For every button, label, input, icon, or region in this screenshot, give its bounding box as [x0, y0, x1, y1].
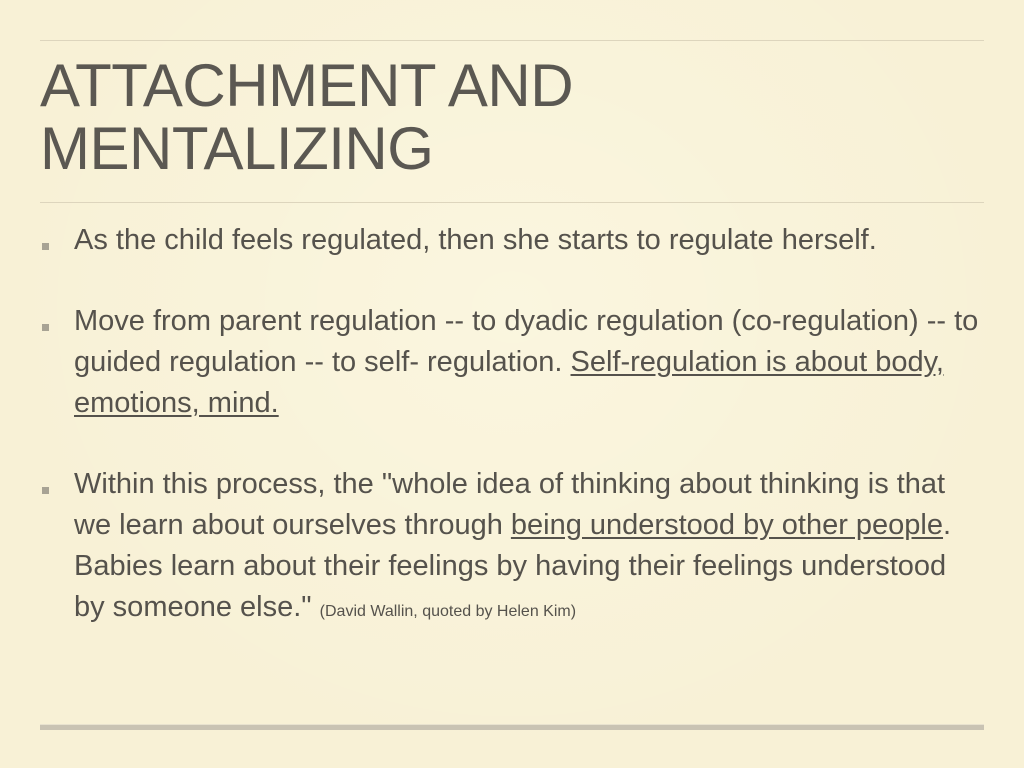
bullet-square-icon — [42, 243, 49, 250]
bullet-square-icon — [42, 324, 49, 331]
bullet-list — [40, 220, 984, 668]
citation: (David Wallin, quoted by Helen Kim) — [319, 603, 577, 620]
bottom-divider — [40, 725, 984, 730]
slide-title — [40, 54, 984, 180]
bullet-item-2 — [40, 301, 984, 424]
bullet-underlined-text: being understood by other people — [510, 509, 944, 541]
top-divider — [40, 40, 984, 41]
title-line-2: MENTALIZING — [40, 115, 434, 182]
bullet-text-after: . Babies learn about their feelings by having their feelings understood by someone else." — [74, 509, 952, 623]
bullet-underlined-text: Self-regulation is about body, emotions, mind. — [74, 346, 944, 419]
bullet-item-3 — [40, 464, 984, 628]
title-line-1: ATTACHMENT AND — [40, 52, 574, 119]
bullet-item-1 — [40, 220, 984, 261]
title-divider — [40, 202, 984, 203]
bullet-text: Move from parent regulation -- to dyadic regulation (co-regulation) -- to guided regulation -- to self- regulation. — [74, 305, 979, 378]
bullet-square-icon — [42, 487, 49, 494]
bullet-text: As the child feels regulated, then she starts to regulate herself. — [74, 224, 877, 256]
bullet-text-before: Within this process, the "whole idea of thinking about thinking is that we learn about ourselves through — [74, 468, 946, 541]
